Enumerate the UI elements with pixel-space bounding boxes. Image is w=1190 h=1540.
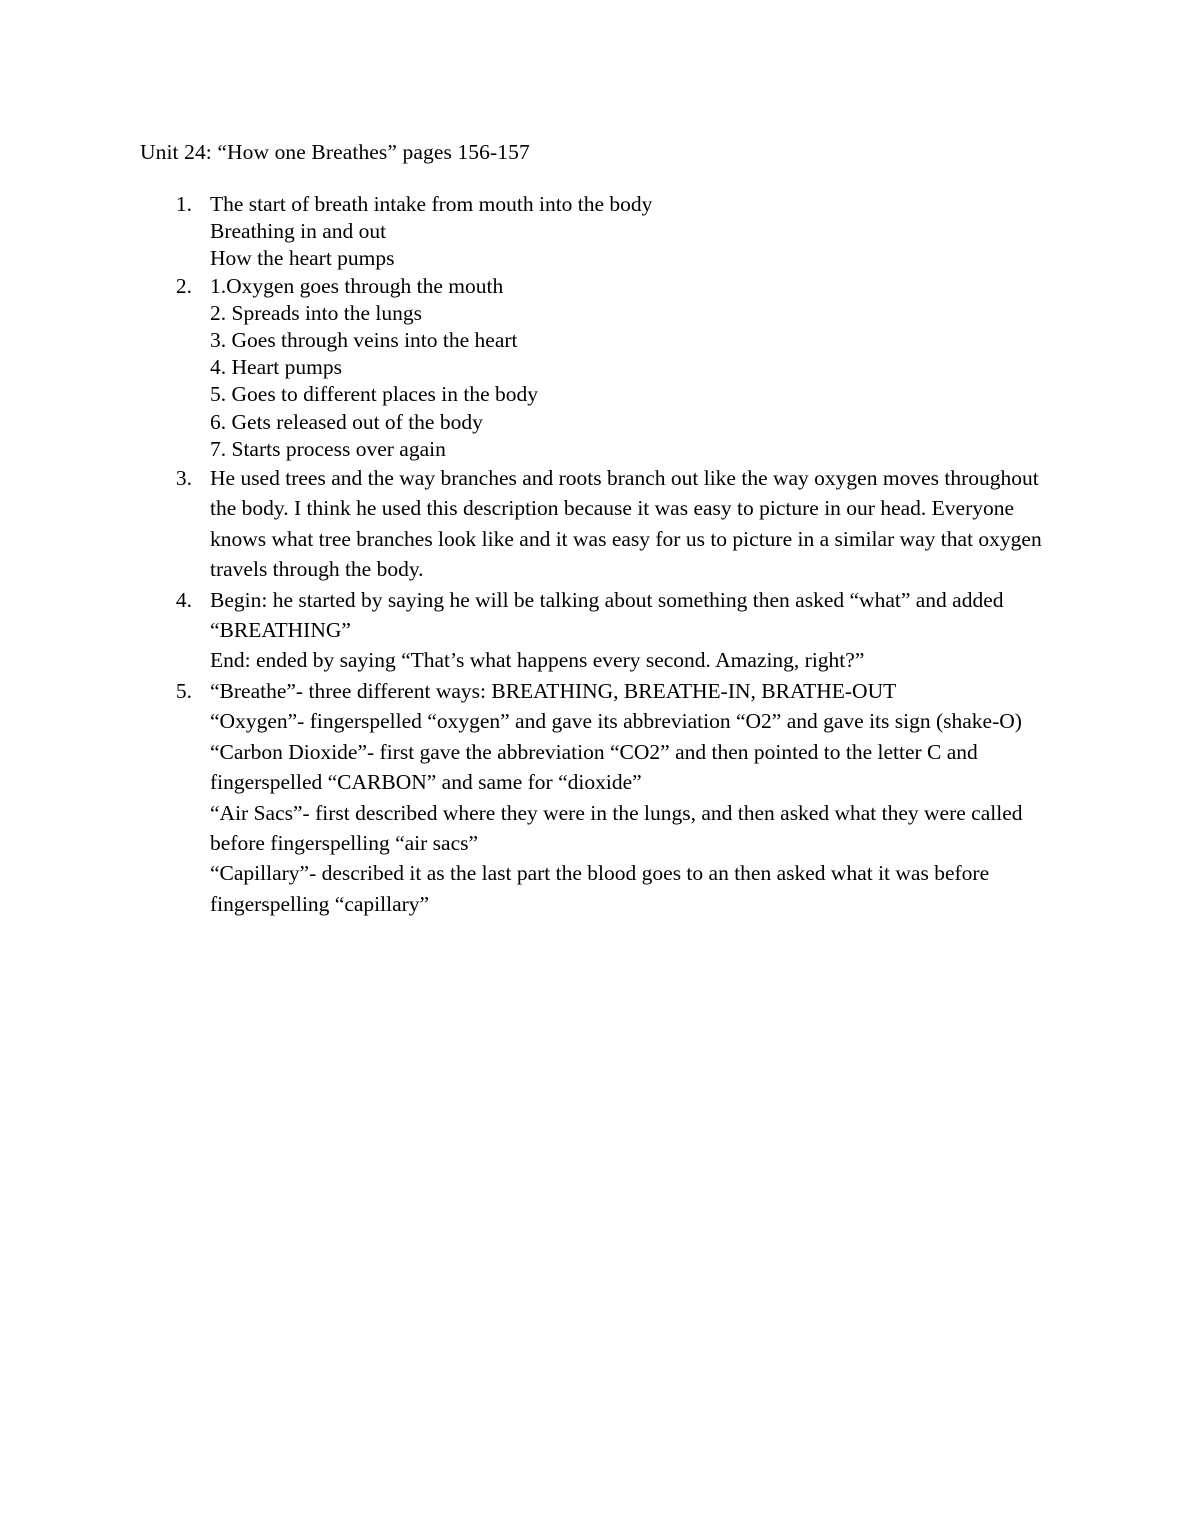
paragraph: “Breathe”- three different ways: BREATHING, BREATHE-IN, BRATHE-OUT [210,678,897,703]
list-item-body [210,676,1050,919]
paragraph: Begin: he started by saying he will be talking about something then asked “what” and added “BREATHING” [210,587,1004,643]
list-marker: 4. [175,587,192,612]
sublist-line: 4. Heart pumps [210,355,342,380]
paragraph: “Air Sacs”- first described where they were in the lungs, and then asked what they were called before fingerspelling “air sacs” [210,800,1023,855]
list-item-body [210,463,1050,585]
paragraph: “Carbon Dioxide”- first gave the abbreviation “CO2” and then pointed to the letter C and fingerspelled “CARBON” and same for “dioxide” [210,739,978,795]
sublist-line: 7. Starts process over again [210,436,446,461]
list-marker: 3. [175,466,192,491]
list-item-body [210,191,1050,273]
sublist-line: 5. Goes to different places in the body [210,382,538,407]
sublist-line: 3. Goes through veins into the heart [210,328,518,353]
sublist-line: 6. Gets released out of the body [210,409,483,434]
list-item [140,191,1050,273]
paragraph: End: ended by saying “That’s what happens every second. Amazing, right?” [210,648,865,673]
text-line: Breathing in and out [210,219,387,244]
page-title: Unit 24: “How one Breathes” pages 156-157 [140,140,530,164]
list-item-body [210,273,1050,463]
list-marker: 1. [175,192,192,216]
list-item [140,585,1050,676]
text-line: The start of breath intake from mouth into the body [210,192,653,216]
list-marker: 2. [175,273,192,298]
list-item [140,463,1050,585]
paragraph: “Capillary”- described it as the last part the blood goes to an then asked what it was before fingerspelling “capillary” [210,861,990,916]
list-item [140,273,1050,463]
paragraph: He used trees and the way branches and roots branch out like the way oxygen moves throughout the body. I think he used this description because it was easy to picture in our head. Everyone knows what tree branches look like and it was easy for us to picture in a similar way that oxygen travels through the body. [210,466,1042,582]
sublist-line: 2. Spreads into the lungs [210,300,422,325]
list-marker: 5. [175,678,192,703]
numbered-list [140,191,1050,919]
paragraph: “Oxygen”- fingerspelled “oxygen” and gave its abbreviation “O2” and gave its sign (shake-O) [210,709,1022,734]
text-line: How the heart pumps [210,246,395,271]
sublist-line: 1.Oxygen goes through the mouth [210,273,504,298]
list-item-body [210,585,1050,676]
list-item [140,676,1050,919]
